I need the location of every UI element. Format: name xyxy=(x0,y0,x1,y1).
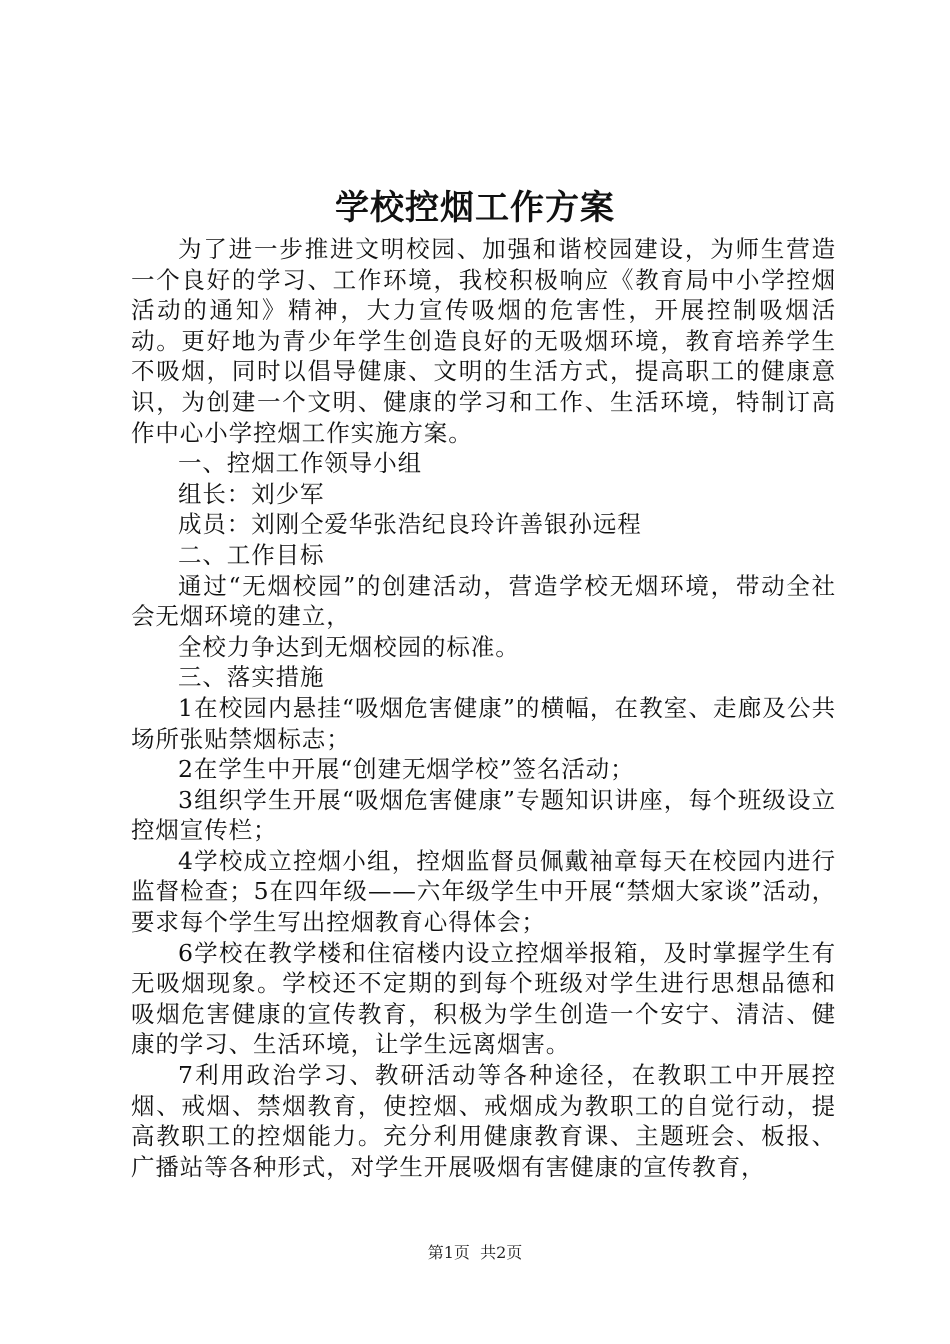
members-line: 成员：刘刚仝爱华张浩纪良玲许善银孙远程 xyxy=(178,510,642,539)
measure-item: 7利用政治学习、教研活动等各种途径，在教职工中开展控烟、戒烟、禁烟教育，使控烟、戒烟成为教职工的自觉行动，提高教职工的控烟能力。充分利用健康教育课、主题班会、板报、广播站等各种形式，对学生开展吸烟有害健康的宣传教育， xyxy=(131,1061,836,1181)
section-heading-measures: 三、落实措施 xyxy=(178,663,325,692)
intro-paragraph: 为了进一步推进文明校园、加强和谐校园建设，为师生营造一个良好的学习、工作环境，我校积极响应《教育局中小学控烟活动的通知》精神，大力宣传吸烟的危害性，开展控制吸烟活动。更好地为青少年学生创造良好的无吸烟环境，教育培养学生不吸烟，同时以倡导健康、文明的生活方式，提高职工的健康意识，为创建一个文明、健康的学习和工作、生活环境，特制订高作中心小学控烟工作实施方案。 xyxy=(131,235,836,447)
page-total: 共2页 xyxy=(480,1243,523,1262)
section-heading-leadership: 一、控烟工作领导小组 xyxy=(178,449,422,478)
section-heading-goals: 二、工作目标 xyxy=(178,540,325,569)
document-title: 学校控烟工作方案 xyxy=(335,188,615,228)
page-footer xyxy=(0,1242,950,1264)
measure-item: 2在学生中开展“创建无烟学校”签名活动； xyxy=(178,755,635,784)
document-body xyxy=(131,234,836,1182)
measure-item: 1在校园内悬挂“吸烟危害健康”的横幅，在教室、走廊及公共场所张贴禁烟标志； xyxy=(131,693,836,753)
leader-line: 组长：刘少军 xyxy=(178,479,325,508)
measure-item: 4学校成立控烟小组，控烟监督员佩戴袖章每天在校园内进行监督检查；5在四年级——六年级学生中开展“禁烟大家谈”活动，要求每个学生写出控烟教育心得体会； xyxy=(131,846,836,937)
goal-paragraph: 通过“无烟校园”的创建活动，营造学校无烟环境，带动全社会无烟环境的建立， xyxy=(131,571,836,631)
goal-standard-line: 全校力争达到无烟校园的标准。 xyxy=(178,632,520,661)
page-number: 第1页 xyxy=(427,1243,470,1262)
measure-item: 6学校在教学楼和住宿楼内设立控烟举报箱，及时掌握学生有无吸烟现象。学校还不定期的到每个班级对学生进行思想品德和吸烟危害健康的宣传教育，积极为学生创造一个安宁、清洁、健康的学习、生活环境，让学生远离烟害。 xyxy=(131,938,836,1059)
measure-item: 3组织学生开展“吸烟危害健康”专题知识讲座，每个班级设立控烟宣传栏； xyxy=(131,785,836,845)
